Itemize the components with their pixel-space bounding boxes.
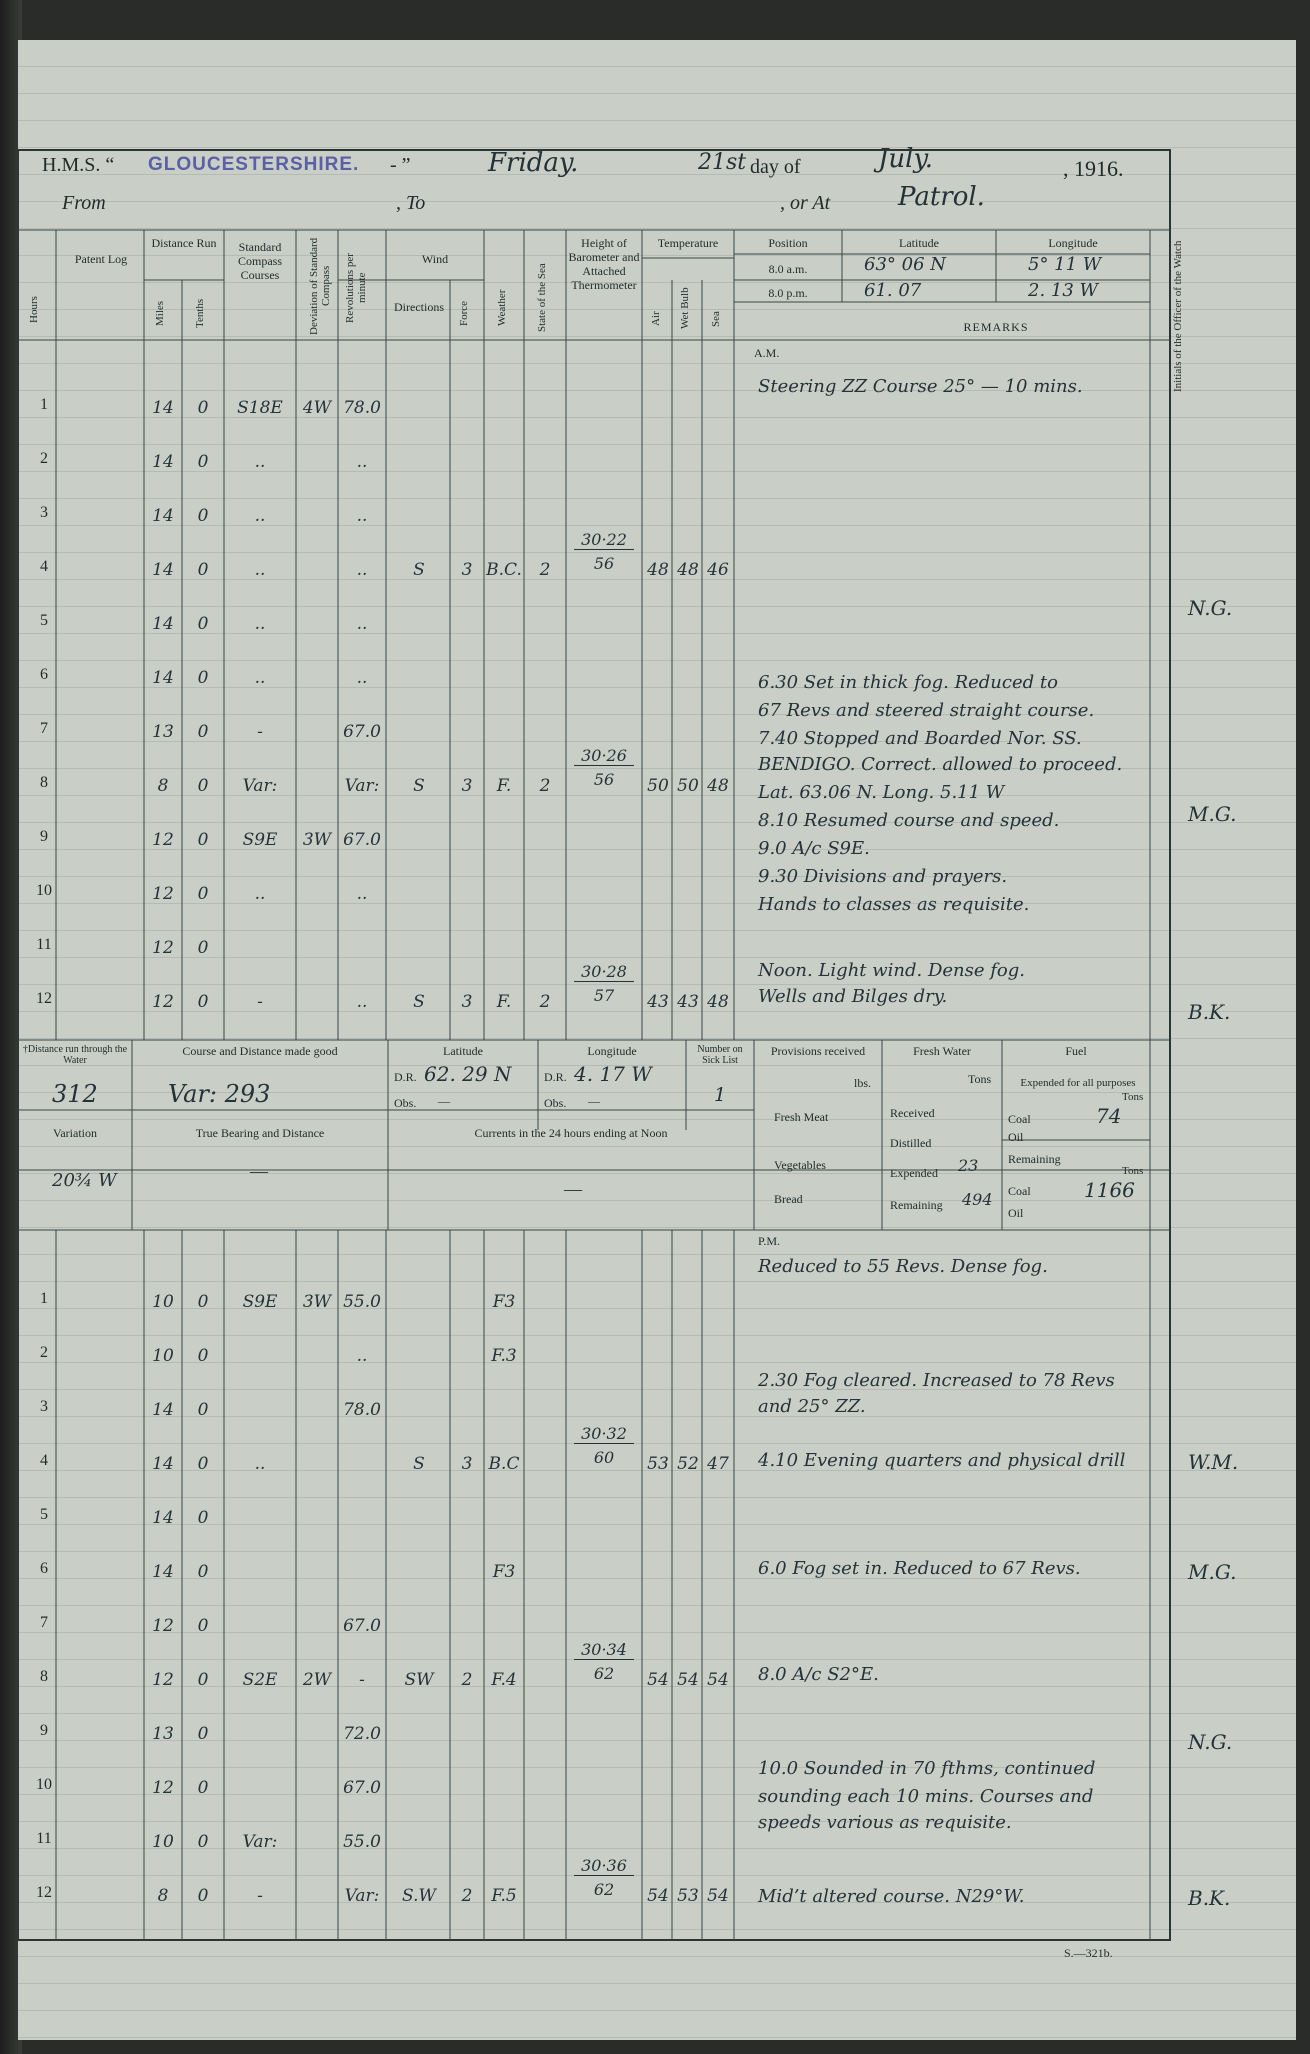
pm-initials-3: N.G. bbox=[1188, 1730, 1233, 1754]
log-page bbox=[18, 40, 1296, 2040]
bearing-value: — bbox=[250, 1161, 268, 1181]
noon-lat-label: Latitude bbox=[443, 1044, 483, 1058]
noon-obs-lon-label: Obs. bbox=[544, 1096, 567, 1110]
hour-label: 12 bbox=[36, 990, 52, 1007]
remark-line: 10.0 Sounded in 70 fthms, continued bbox=[758, 1758, 1096, 1779]
cell-c: - bbox=[257, 1886, 263, 1906]
fuel-expended-label: Expended for all purposes bbox=[1020, 1077, 1136, 1089]
remark-line: BENDIGO. Correct. allowed to proceed. bbox=[758, 754, 1123, 775]
remark-line: 4.10 Evening quarters and physical drill bbox=[758, 1450, 1126, 1471]
cell-c: - bbox=[257, 722, 263, 742]
cell-sea: 48 bbox=[707, 776, 729, 796]
col-patent-log: Patent Log bbox=[74, 252, 128, 266]
fuel-label: Fuel bbox=[1065, 1044, 1087, 1058]
ship-name-stamp: GLOUCESTERSHIRE. bbox=[148, 154, 360, 175]
hour-label: 10 bbox=[36, 882, 52, 899]
cell-w: F.4 bbox=[491, 1670, 517, 1690]
cell-sea: 47 bbox=[707, 1454, 729, 1474]
pm-label: P.M. bbox=[758, 1234, 781, 1248]
remark-line: 67 Revs and steered straight course. bbox=[758, 700, 1095, 721]
col-force: Force bbox=[458, 300, 470, 326]
course-made-good-label: Course and Distance made good bbox=[182, 1044, 338, 1058]
remark-line: 6.30 Set in thick fog. Reduced to bbox=[758, 672, 1058, 693]
am-initials-2: M.G. bbox=[1188, 802, 1237, 826]
cell-m: 13 bbox=[152, 722, 174, 742]
or-at-label: , or At bbox=[780, 192, 831, 214]
hour-label: 3 bbox=[40, 504, 48, 521]
cell-m: 14 bbox=[152, 398, 174, 418]
cell-t: 0 bbox=[197, 1832, 209, 1852]
col-distance-run: Distance Run bbox=[151, 236, 217, 250]
col-standard-compass: Standard Compass Courses bbox=[237, 240, 282, 282]
cell-c: Var: bbox=[242, 1832, 278, 1852]
cell-m: 8 bbox=[157, 776, 169, 796]
cell-t: 0 bbox=[197, 560, 209, 580]
cell-r: Var: bbox=[344, 1886, 380, 1906]
cell-d: 3W bbox=[302, 1292, 332, 1312]
cell-t: 0 bbox=[197, 668, 209, 688]
cell-m: 12 bbox=[152, 1616, 174, 1636]
lat-pm: 61. 07 bbox=[864, 280, 922, 301]
cell-c: .. bbox=[254, 506, 266, 526]
vegetables-label: Vegetables bbox=[774, 1158, 826, 1172]
cell-m: 12 bbox=[152, 884, 174, 904]
cell-wb: 50 bbox=[677, 776, 699, 796]
to-label: , To bbox=[396, 192, 426, 214]
fresh-water-label: Fresh Water bbox=[913, 1044, 971, 1058]
cell-t: 0 bbox=[197, 776, 209, 796]
cell-c: .. bbox=[254, 452, 266, 472]
cell-r: 78.0 bbox=[343, 1400, 381, 1420]
remark-line: Mid’t altered course. N29°W. bbox=[758, 1886, 1025, 1907]
cell-s: 2 bbox=[539, 560, 551, 580]
cell-m: 12 bbox=[152, 830, 174, 850]
cell-m: 14 bbox=[152, 1562, 174, 1582]
hour-label: 9 bbox=[40, 828, 48, 845]
cell-w: F.3 bbox=[491, 1346, 517, 1366]
cell-sea: 48 bbox=[707, 992, 729, 1012]
barometer-reading: 30·34 bbox=[574, 1640, 634, 1660]
remark-line: Reduced to 55 Revs. Dense fog. bbox=[758, 1256, 1048, 1277]
remark-line: 6.0 Fog set in. Reduced to 67 Revs. bbox=[758, 1558, 1081, 1579]
month: July. bbox=[878, 144, 933, 174]
cell-w: F3 bbox=[492, 1292, 516, 1312]
cell-sea: 54 bbox=[707, 1670, 729, 1690]
cell-m: 13 bbox=[152, 1724, 174, 1744]
day-of-label: day of bbox=[750, 156, 801, 178]
cell-c: S18E bbox=[237, 398, 283, 418]
cell-sea: 54 bbox=[707, 1886, 729, 1906]
cell-t: 0 bbox=[197, 614, 209, 634]
barometer-reading: 30·28 bbox=[574, 962, 634, 982]
form-number: S.—321b. bbox=[1064, 1946, 1113, 1960]
fuel-tons-1: Tons bbox=[1122, 1091, 1144, 1103]
col-initials: Initials of the Officer of the Watch bbox=[1172, 240, 1184, 392]
fresh-water-tons: Tons bbox=[968, 1072, 992, 1086]
cell-t: 0 bbox=[197, 1670, 209, 1690]
hour-label: 2 bbox=[40, 450, 48, 467]
water-remaining-value: 494 bbox=[962, 1190, 993, 1209]
day-number: 21st bbox=[698, 150, 747, 175]
cell-m: 14 bbox=[152, 452, 174, 472]
cell-m: 14 bbox=[152, 506, 174, 526]
pm-initials-1: W.M. bbox=[1188, 1450, 1239, 1474]
barometer-reading: 30·32 bbox=[574, 1424, 634, 1444]
fuel-coal-expended: 74 bbox=[1096, 1104, 1122, 1128]
day-name: Friday. bbox=[488, 148, 579, 178]
cell-m: 10 bbox=[152, 1292, 174, 1312]
cell-c: S9E bbox=[242, 830, 278, 850]
cell-dir: SW bbox=[404, 1670, 434, 1690]
position-am-time: 8.0 a.m. bbox=[768, 262, 808, 276]
cell-wb: 48 bbox=[677, 560, 699, 580]
cell-c: .. bbox=[254, 560, 266, 580]
cell-t: 0 bbox=[197, 1778, 209, 1798]
cell-dir: S bbox=[413, 1454, 425, 1474]
cell-r: .. bbox=[356, 1346, 368, 1366]
cell-d: 4W bbox=[302, 398, 332, 418]
cell-air: 54 bbox=[647, 1670, 669, 1690]
col-position: Position bbox=[768, 236, 808, 250]
hour-label: 6 bbox=[40, 666, 48, 683]
cell-t: 0 bbox=[197, 506, 209, 526]
lon-pm: 2. 13 W bbox=[1028, 280, 1099, 301]
cell-t: 0 bbox=[197, 452, 209, 472]
cell-w: F. bbox=[496, 776, 512, 796]
cell-m: 14 bbox=[152, 1454, 174, 1474]
water-remaining-label: Remaining bbox=[890, 1198, 943, 1212]
col-tenths: Tenths bbox=[194, 298, 206, 328]
cell-c: .. bbox=[254, 614, 266, 634]
cell-r: .. bbox=[356, 614, 368, 634]
col-hours: Hours bbox=[28, 296, 40, 324]
cell-air: 54 bbox=[647, 1886, 669, 1906]
noon-dr-lon-label: D.R. bbox=[544, 1070, 567, 1084]
hour-label: 8 bbox=[40, 1668, 48, 1685]
cell-c: .. bbox=[254, 668, 266, 688]
cell-m: 12 bbox=[152, 992, 174, 1012]
hour-label: 10 bbox=[36, 1776, 52, 1793]
cell-t: 0 bbox=[197, 1724, 209, 1744]
cell-r: - bbox=[359, 1670, 365, 1690]
cell-t: 0 bbox=[197, 398, 209, 418]
cell-r: Var: bbox=[344, 776, 380, 796]
cell-t: 0 bbox=[197, 992, 209, 1012]
position-pm-time: 8.0 p.m. bbox=[768, 286, 808, 300]
noon-dr-lat-label: D.R. bbox=[394, 1070, 417, 1084]
col-state-sea: State of the Sea bbox=[536, 263, 548, 333]
col-air: Air bbox=[650, 311, 662, 327]
cell-t: 0 bbox=[197, 1292, 209, 1312]
cell-r: .. bbox=[356, 992, 368, 1012]
cell-m: 12 bbox=[152, 1778, 174, 1798]
col-remarks: REMARKS bbox=[963, 320, 1029, 334]
hour-label: 8 bbox=[40, 774, 48, 791]
col-miles: Miles bbox=[154, 300, 166, 326]
cell-m: 14 bbox=[152, 1400, 174, 1420]
am-initials-3: B.K. bbox=[1188, 1000, 1231, 1024]
cell-w: B.C bbox=[488, 1454, 520, 1474]
cell-wb: 43 bbox=[677, 992, 699, 1012]
water-expended-value: 23 bbox=[958, 1156, 979, 1175]
col-sea: Sea bbox=[710, 311, 722, 327]
cell-r: .. bbox=[356, 884, 368, 904]
cell-m: 14 bbox=[152, 1508, 174, 1528]
col-deviation: Deviation of Standard Compass bbox=[308, 237, 332, 335]
sick-list-value: 1 bbox=[714, 1084, 727, 1106]
hour-label: 5 bbox=[40, 1506, 48, 1523]
cell-wb: 52 bbox=[677, 1454, 699, 1474]
remark-line: 9.30 Divisions and prayers. bbox=[758, 866, 1008, 887]
hour-label: 9 bbox=[40, 1722, 48, 1739]
bread-label: Bread bbox=[774, 1192, 803, 1206]
cell-r: 67.0 bbox=[343, 1616, 381, 1636]
course-made-good-value: Var: 293 bbox=[168, 1080, 271, 1108]
cell-m: 10 bbox=[152, 1832, 174, 1852]
variation-label: Variation bbox=[53, 1126, 97, 1140]
dist-run-value: 312 bbox=[52, 1080, 98, 1108]
col-weather: Weather bbox=[496, 289, 508, 327]
cell-r: .. bbox=[356, 506, 368, 526]
remark-line: sounding each 10 mins. Courses and bbox=[758, 1786, 1094, 1807]
barometer-reading: 30·22 bbox=[574, 530, 634, 550]
remark-line: Wells and Bilges dry. bbox=[758, 986, 948, 1007]
noon-obs-lat-label: Obs. bbox=[394, 1096, 417, 1110]
col-latitude: Latitude bbox=[899, 236, 939, 250]
fuel-coal-remaining: 1166 bbox=[1084, 1178, 1135, 1202]
remark-line: 8.10 Resumed course and speed. bbox=[758, 810, 1060, 831]
hour-label: 11 bbox=[36, 1830, 52, 1847]
cell-m: 12 bbox=[152, 1670, 174, 1690]
cell-r: 55.0 bbox=[343, 1832, 381, 1852]
cell-m: 14 bbox=[152, 668, 174, 688]
col-revolutions: Revolutions per minute bbox=[344, 253, 368, 323]
cell-t: 0 bbox=[197, 1346, 209, 1366]
cell-sea: 46 bbox=[707, 560, 729, 580]
cell-air: 53 bbox=[647, 1454, 669, 1474]
attached-thermometer: 60 bbox=[593, 1448, 615, 1467]
cell-m: 14 bbox=[152, 614, 174, 634]
cell-r: 67.0 bbox=[343, 1778, 381, 1798]
cell-t: 0 bbox=[197, 830, 209, 850]
cell-r: 67.0 bbox=[343, 722, 381, 742]
cell-air: 43 bbox=[647, 992, 669, 1012]
col-longitude: Longitude bbox=[1048, 236, 1098, 250]
cell-f: 3 bbox=[461, 1454, 473, 1474]
hour-label: 5 bbox=[40, 612, 48, 629]
hms-label: H.M.S. “ bbox=[42, 154, 115, 176]
from-label: From bbox=[62, 192, 106, 214]
remark-line: Noon. Light wind. Dense fog. bbox=[758, 960, 1025, 981]
hour-label: 7 bbox=[40, 720, 48, 737]
remark-line: 2.30 Fog cleared. Increased to 78 Revs bbox=[758, 1370, 1115, 1391]
hour-label: 3 bbox=[40, 1398, 48, 1415]
cell-r: 67.0 bbox=[343, 830, 381, 850]
remark-line: Lat. 63.06 N. Long. 5.11 W bbox=[758, 782, 1005, 803]
remark-line: 9.0 A/c S9E. bbox=[758, 838, 870, 859]
fuel-remaining-label: Remaining bbox=[1008, 1152, 1061, 1166]
remark-line: Hands to classes as requisite. bbox=[758, 894, 1030, 915]
cell-c: - bbox=[257, 992, 263, 1012]
noon-obs-lon: — bbox=[588, 1094, 600, 1108]
remark-line: 7.40 Stopped and Boarded Nor. SS. bbox=[758, 728, 1082, 749]
provisions-lbs: lbs. bbox=[854, 1076, 872, 1090]
cell-air: 50 bbox=[647, 776, 669, 796]
cell-r: 55.0 bbox=[343, 1292, 381, 1312]
noon-dr-lat: 62. 29 N bbox=[424, 1062, 512, 1086]
cell-r: 72.0 bbox=[343, 1724, 381, 1744]
attached-thermometer: 56 bbox=[593, 770, 615, 789]
hour-label: 4 bbox=[40, 558, 48, 575]
am-label: A.M. bbox=[754, 346, 780, 360]
cell-t: 0 bbox=[197, 722, 209, 742]
lat-am: 63° 06 N bbox=[864, 254, 947, 275]
header-dash: - ” bbox=[390, 154, 411, 176]
am-initials-1: N.G. bbox=[1188, 596, 1233, 620]
cell-t: 0 bbox=[197, 1400, 209, 1420]
sick-list-label: Number on Sick List bbox=[697, 1044, 743, 1066]
cell-c: S9E bbox=[242, 1292, 278, 1312]
attached-thermometer: 62 bbox=[593, 1664, 615, 1683]
noon-lon-label: Longitude bbox=[587, 1044, 637, 1058]
col-directions: Directions bbox=[394, 300, 444, 314]
cell-m: 14 bbox=[152, 560, 174, 580]
cell-t: 0 bbox=[197, 1454, 209, 1474]
attached-thermometer: 56 bbox=[593, 554, 615, 573]
noon-dr-lon: 4. 17 W bbox=[574, 1062, 652, 1086]
hour-label: 1 bbox=[40, 1290, 48, 1307]
hour-label: 4 bbox=[40, 1452, 48, 1469]
cell-dir: S bbox=[413, 776, 425, 796]
col-wind: Wind bbox=[421, 252, 449, 266]
cell-f: 3 bbox=[461, 560, 473, 580]
cell-m: 12 bbox=[152, 938, 174, 958]
cell-f: 3 bbox=[461, 776, 473, 796]
pm-initials-4: B.K. bbox=[1188, 1886, 1231, 1910]
hour-label: 12 bbox=[36, 1884, 52, 1901]
place: Patrol. bbox=[898, 182, 985, 212]
attached-thermometer: 57 bbox=[593, 986, 615, 1005]
barometer-reading: 30·36 bbox=[574, 1856, 634, 1876]
cell-wb: 54 bbox=[677, 1670, 699, 1690]
cell-t: 0 bbox=[197, 1886, 209, 1906]
cell-m: 10 bbox=[152, 1346, 174, 1366]
cell-t: 0 bbox=[197, 938, 209, 958]
currents-value: — bbox=[564, 1179, 582, 1199]
cell-dir: S.W bbox=[402, 1886, 436, 1906]
fuel-oil-label: Oil bbox=[1008, 1130, 1024, 1144]
cell-w: F. bbox=[496, 992, 512, 1012]
hour-label: 7 bbox=[40, 1614, 48, 1631]
provisions-label: Provisions received bbox=[770, 1044, 866, 1058]
cell-d: 3W bbox=[302, 830, 332, 850]
cell-c: .. bbox=[254, 1454, 266, 1474]
pm-initials-2: M.G. bbox=[1188, 1560, 1237, 1584]
cell-s: 2 bbox=[539, 776, 551, 796]
fuel-oil-rem-label: Oil bbox=[1008, 1206, 1024, 1220]
cell-t: 0 bbox=[197, 1616, 209, 1636]
cell-t: 0 bbox=[197, 884, 209, 904]
fuel-tons-2: Tons bbox=[1122, 1165, 1144, 1177]
col-barometer: Height of Barometer and Attached Thermometer bbox=[568, 236, 640, 292]
attached-thermometer: 62 bbox=[593, 1880, 615, 1899]
col-temperature: Temperature bbox=[657, 236, 719, 250]
noon-obs-lat: — bbox=[438, 1094, 450, 1108]
cell-f: 3 bbox=[461, 992, 473, 1012]
hour-label: 11 bbox=[36, 936, 52, 953]
cell-s: 2 bbox=[539, 992, 551, 1012]
cell-r: 78.0 bbox=[343, 398, 381, 418]
bearing-label: True Bearing and Distance bbox=[195, 1126, 325, 1140]
cell-f: 2 bbox=[461, 1886, 473, 1906]
remark-line: and 25° ZZ. bbox=[758, 1396, 866, 1417]
hour-label: 2 bbox=[40, 1344, 48, 1361]
lon-am: 5° 11 W bbox=[1028, 254, 1102, 275]
cell-t: 0 bbox=[197, 1508, 209, 1528]
fresh-meat-label: Fresh Meat bbox=[774, 1110, 829, 1124]
water-received-label: Received bbox=[890, 1106, 935, 1120]
cell-c: .. bbox=[254, 884, 266, 904]
dist-run-label: †Distance run through the Water bbox=[22, 1044, 128, 1066]
cell-w: F.5 bbox=[491, 1886, 517, 1906]
hour-label: 6 bbox=[40, 1560, 48, 1577]
cell-dir: S bbox=[413, 992, 425, 1012]
fuel-coal-rem-label: Coal bbox=[1008, 1184, 1031, 1198]
water-distilled-label: Distilled bbox=[890, 1136, 932, 1150]
water-expended-label: Expended bbox=[890, 1166, 938, 1180]
cell-air: 48 bbox=[647, 560, 669, 580]
cell-d: 2W bbox=[302, 1670, 332, 1690]
cell-t: 0 bbox=[197, 1562, 209, 1582]
remark-line: speeds various as requisite. bbox=[758, 1812, 1012, 1833]
cell-r: .. bbox=[356, 560, 368, 580]
barometer-reading: 30·26 bbox=[574, 746, 634, 766]
cell-w: F3 bbox=[492, 1562, 516, 1582]
cell-wb: 53 bbox=[677, 1886, 699, 1906]
cell-c: S2E bbox=[242, 1670, 278, 1690]
remark-line: Steering ZZ Course 25° — 10 mins. bbox=[758, 376, 1083, 397]
cell-w: B.C. bbox=[486, 560, 522, 580]
cell-m: 8 bbox=[157, 1886, 169, 1906]
cell-r: .. bbox=[356, 668, 368, 688]
hour-label: 1 bbox=[40, 396, 48, 413]
remark-line: 8.0 A/c S2°E. bbox=[758, 1664, 879, 1685]
variation-value: 20¾ W bbox=[52, 1170, 117, 1191]
fuel-coal-label: Coal bbox=[1008, 1112, 1031, 1126]
currents-label: Currents in the 24 hours ending at Noon bbox=[474, 1126, 668, 1140]
cell-dir: S bbox=[413, 560, 425, 580]
col-wet-bulb: Wet Bulb bbox=[679, 287, 691, 329]
year: , 1916. bbox=[1063, 156, 1124, 181]
cell-r: .. bbox=[356, 452, 368, 472]
cell-f: 2 bbox=[461, 1670, 473, 1690]
cell-c: Var: bbox=[242, 776, 278, 796]
